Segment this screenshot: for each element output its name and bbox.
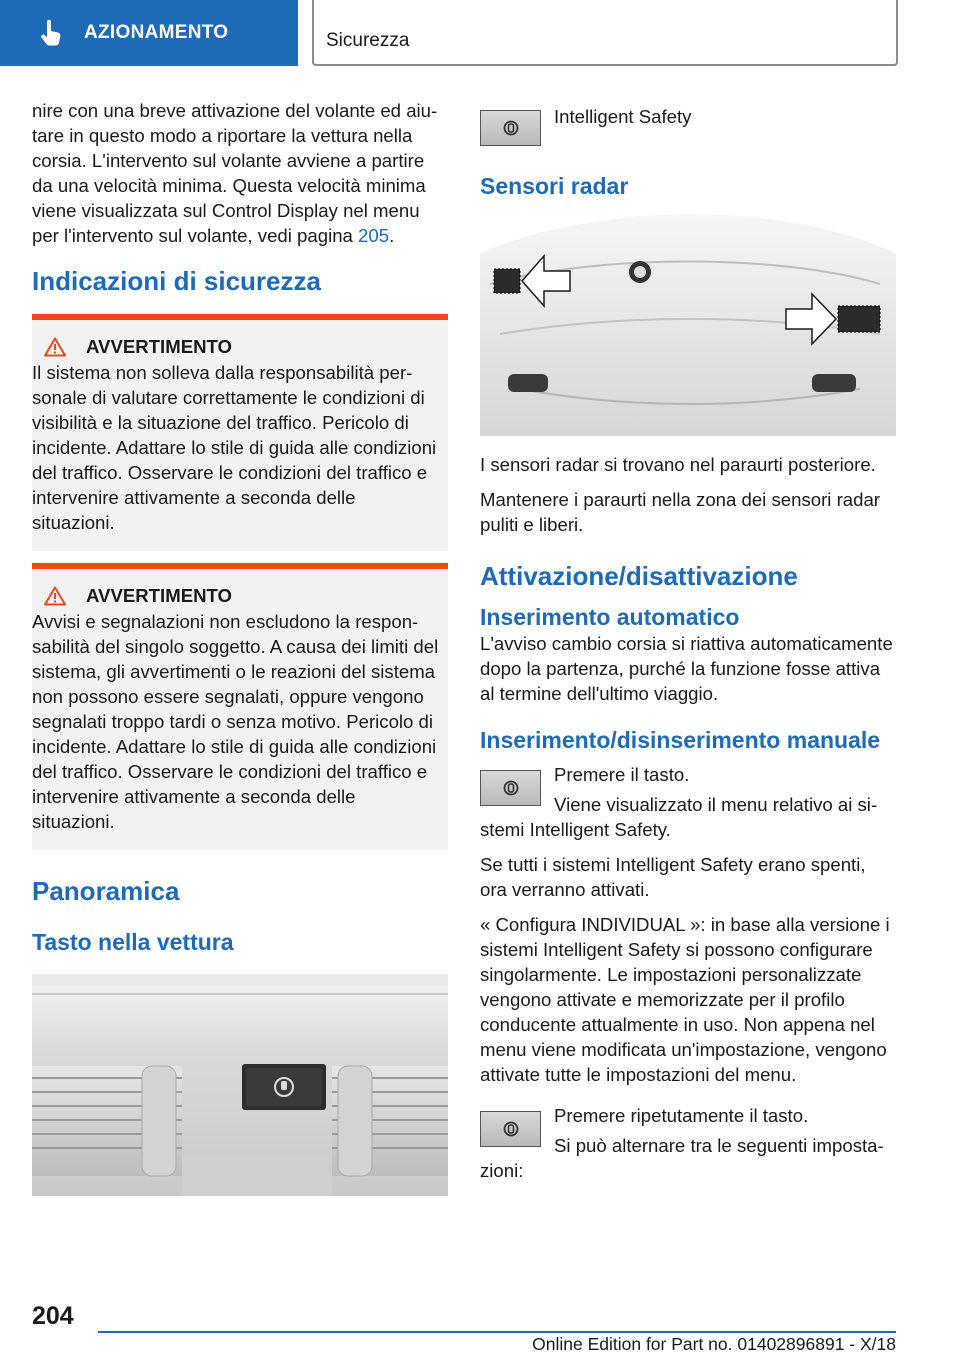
auto-heading: Inserimento automatico [480, 604, 740, 630]
button-location-heading: Tasto nella vettura [32, 929, 234, 955]
section-title: AZIONAMENTO [84, 22, 229, 43]
safety-heading: Indicazioni di sicurezza [32, 266, 321, 296]
radar-heading: Sensori radar [480, 173, 629, 199]
dashboard-button-photo [32, 974, 448, 1196]
menu-shown-text: Viene visualizzato il menu relativo ai sistemi Intelligent Safety. [480, 794, 878, 840]
footer-divider [98, 1331, 896, 1333]
warning-box-2 [32, 563, 448, 850]
intelligent-safety-button-icon [480, 770, 541, 806]
edition-footer: Online Edition for Part no. 01402896891 - X/18 [532, 1334, 896, 1354]
warning-text: Avvisi e segnalazioni non escludono la responsabilità del singolo soggetto. A causa dei limiti del sistema, gli avvertimenti o le reazioni del sistema non possono essere segnalati, oppure vengono segnalati troppo tardi o senza motivo. Pericolo di incidente. Adattare lo stile di guida alle condizioni del traffico. Osservare le condizioni del traffico e intervenire attivamente a seconda delle situazioni. [32, 611, 439, 832]
all-off-text: Se tutti i sistemi Intelligent Safety erano spenti, ora verranno attivati. [480, 854, 866, 900]
intelligent-safety-button-icon [480, 1111, 541, 1147]
section-tab [0, 0, 298, 66]
button-caption: Intelligent Safety [554, 106, 692, 127]
left-column [32, 98, 448, 1196]
press-button-text: Premere il tasto. [554, 764, 690, 785]
intro-paragraph: nire con una breve attivazione del volante ed aiutare in questo modo a riportare la vettura nella corsia. L'intervento sul volante avviene a partire da una velocità minima. Questa velocità minima viene visualizzata sul Control Display nel menu per l'intervento sul volante, vedi pagina 205. [32, 100, 438, 246]
warning-title: AVVERTIMENTO [86, 585, 233, 606]
press-repeat-text: Premere ripetutamente il tasto. [554, 1105, 809, 1126]
warning-box-1 [32, 314, 448, 551]
chapter-title: Sicurezza [326, 30, 410, 51]
alternate-text: Si può alternare tra le seguenti impostazioni: [480, 1135, 884, 1181]
warning-triangle-icon [44, 586, 66, 606]
overview-heading: Panoramica [32, 876, 180, 906]
auto-text: L'avviso cambio corsia si riattiva automaticamente dopo la partenza, purché la funzione fosse attiva al termine dell'ultimo viaggio. [480, 633, 893, 704]
chapter-box [312, 0, 898, 66]
rear-bumper-photo [480, 214, 896, 436]
warning-title: AVVERTIMENTO [86, 336, 233, 357]
manual-heading: Inserimento/disinserimento manuale [480, 727, 881, 753]
page-link[interactable]: 205 [358, 225, 390, 246]
individual-text: « Configura INDIVIDUAL »: in base alla versione i sistemi Intelligent Safety si possono configurare singolarmente. Le impostazioni personalizzate vengono attivate e memorizzate per il profilo conducente attualmente in uso. Non appena nel menu viene modificata un'impostazione, vengono attivate tutte le impostazioni del menu. [480, 914, 890, 1085]
radar-location-text: I sensori radar si trovano nel paraurti posteriore. [480, 454, 876, 475]
warning-triangle-icon [44, 337, 66, 357]
activation-heading: Attivazione/disattivazione [480, 561, 798, 591]
intelligent-safety-button-icon [480, 110, 541, 146]
radar-clean-text: Mantenere i paraurti nella zona dei sensori radar puliti e liberi. [480, 489, 880, 535]
right-column [480, 98, 896, 1193]
hand-pointer-icon [40, 20, 62, 46]
page-number: 204 [32, 1302, 74, 1330]
button-caption-row [480, 106, 896, 146]
warning-text: Il sistema non solleva dalla responsabilità personale di valutare correttamente le condizioni di visibilità e la situazione del traffico. Pericolo di incidente. Adattare lo stile di guida alle condizioni del traffico. Osservare le condizioni del traffico e intervenire attivamente a seconda delle situazioni. [32, 362, 437, 533]
